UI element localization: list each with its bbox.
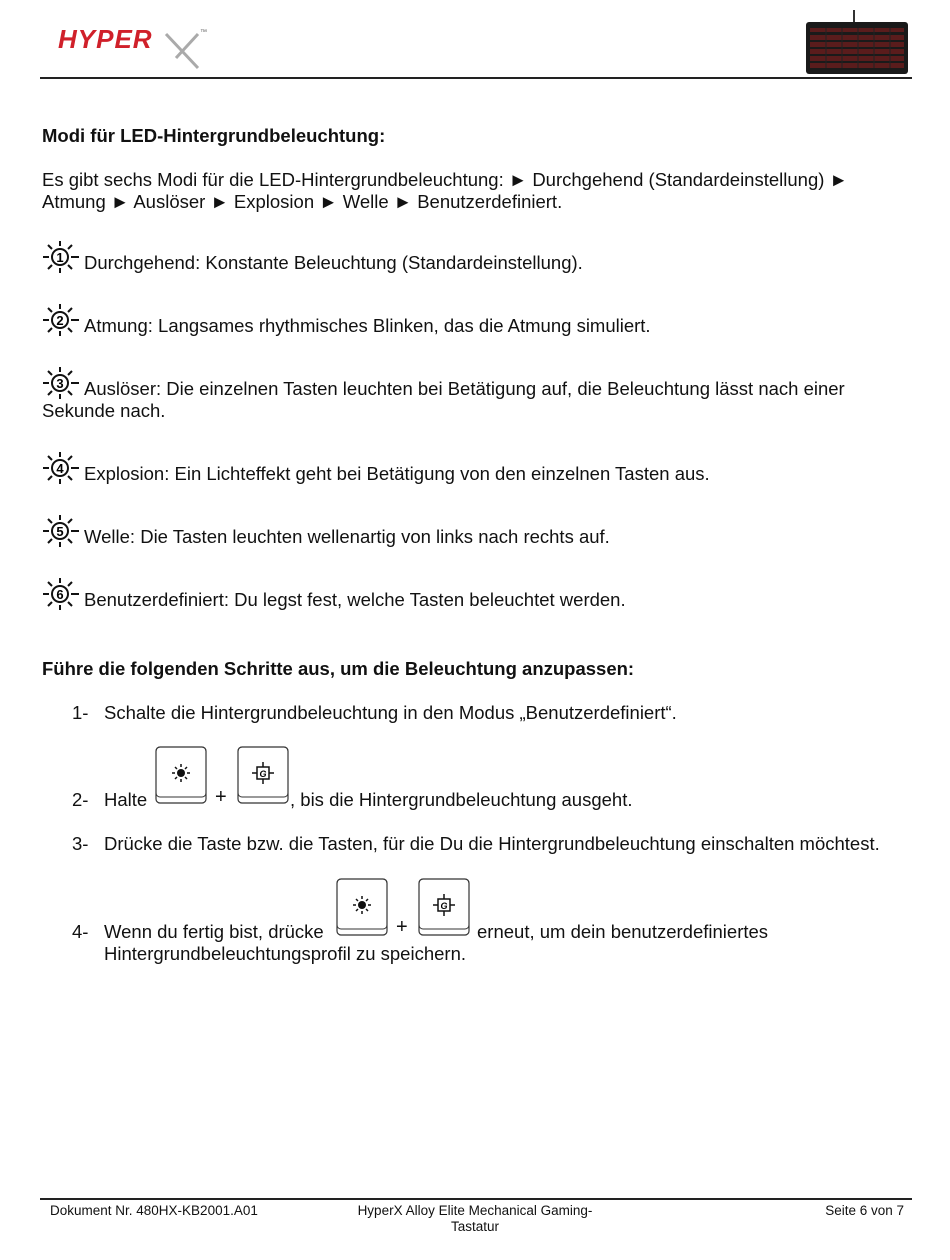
footer-page-number: Seite 6 von 7 [825,1203,904,1218]
svg-text:2: 2 [56,313,64,328]
backlight-mode-3-icon [42,364,82,402]
mode-text: Benutzerdefiniert: Du legst fest, welche Tasten beleuchtet werden. [84,589,626,610]
keyboard-image [806,10,908,74]
mode-item [42,236,912,274]
step-text: Drücke die Taste bzw. die Tasten, für die Du die Hintergrundbeleuchtung einschalten möchtest. [104,833,880,854]
mode-item [42,362,912,422]
svg-text:™: ™ [200,29,207,36]
section-backlight-modes [42,125,912,213]
mode-text: Auslöser: Die einzelnen Tasten leuchten bei Betätigung auf, die Beleuchtung lässt nach einer [84,378,845,399]
mode-text: Welle: Die Tasten leuchten wellenartig von links nach rechts auf. [84,526,610,547]
step-text-after: erneut, um dein benutzerdefiniertes [477,921,769,942]
svg-text:6: 6 [56,587,64,602]
step-text-after: , bis die Hintergrundbeleuchtung ausgeht. [290,789,633,810]
footer-product-line2: Tastatur [450,1219,500,1234]
mode-text: Atmung: Langsames rhythmisches Blinken, das die Atmung simuliert. [84,315,651,336]
step-text: Schalte die Hintergrundbeleuchtung in den Modus „Benutzerdefiniert“. [104,702,677,723]
step-number: 3- [72,833,89,854]
svg-text:5: 5 [56,524,64,539]
logo-text: HYPER [58,24,153,54]
svg-text:4: 4 [56,461,64,476]
mode-item [42,510,912,548]
hyperx-logo [58,18,208,68]
footer-divider [40,1198,912,1200]
svg-text:G: G [440,901,448,911]
footer-doc-number: Dokument Nr. 480HX-KB2001.A01 [50,1203,258,1218]
svg-text:1: 1 [56,250,64,265]
header-divider [40,77,912,79]
plus-sign: + [215,786,227,808]
game-mode-key-icon [237,746,289,804]
intro-line-1: Es gibt sechs Modi für die LED-Hintergrundbeleuchtung: ► Durchgehend (Standardeinstellung) ► [42,169,848,190]
backlight-mode-5-icon [42,512,82,550]
backlight-mode-4-icon [42,449,82,487]
backlight-key-icon [336,878,388,936]
step-text-before: Halte [104,789,148,810]
backlight-mode-6-icon [42,575,82,613]
step-number: 2- [72,789,89,810]
game-mode-key-icon [418,878,470,936]
step-text-line2: Hintergrundbeleuchtungsprofil zu speichern. [104,943,466,964]
svg-text:G: G [259,769,267,779]
mode-item [42,299,912,337]
plus-sign: + [396,916,408,938]
svg-text:3: 3 [56,376,64,391]
backlight-mode-2-icon [42,301,82,339]
section-heading: Modi für LED-Hintergrundbeleuchtung: [42,125,386,146]
mode-item [42,573,912,611]
mode-text: Durchgehend: Konstante Beleuchtung (Standardeinstellung). [84,252,583,273]
step-number: 1- [72,702,89,723]
mode-text: Explosion: Ein Lichteffekt geht bei Betätigung von den einzelnen Tasten aus. [84,463,710,484]
mode-text-continued: Sekunde nach. [42,400,166,421]
logo-x-mark [58,18,208,78]
mode-item [42,447,912,485]
footer-product [330,1203,620,1235]
intro-line-2: Atmung ► Auslöser ► Explosion ► Welle ► Benutzerdefiniert. [42,191,563,212]
section-heading: Führe die folgenden Schritte aus, um die Beleuchtung anzupassen: [42,658,635,679]
step-number: 4- [72,921,89,942]
step-text-before: Wenn du fertig bist, drücke [104,921,324,942]
backlight-key-icon [155,746,207,804]
backlight-mode-1-icon [42,238,82,276]
footer-product-line1: HyperX Alloy Elite Mechanical Gaming- [357,1203,593,1218]
